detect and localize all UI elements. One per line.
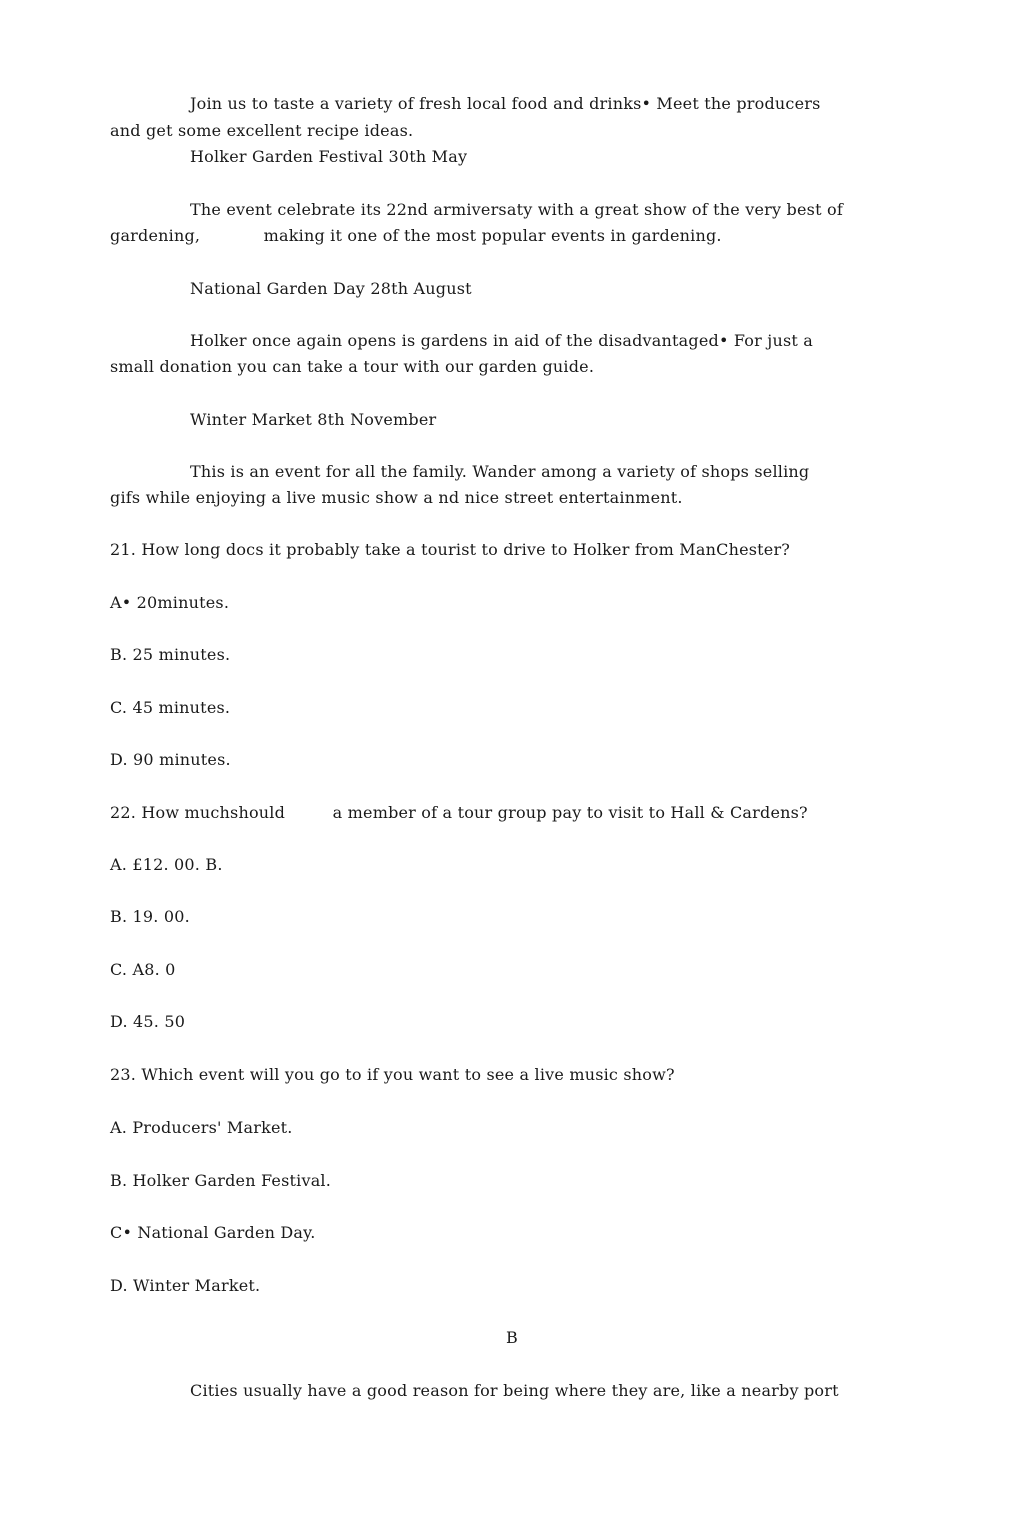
question-21: 21. How long docs it probably take a tourist to drive to Holker from ManChester? [110,540,791,559]
question-23-option-b: B. Holker Garden Festival. [110,1171,332,1190]
paragraph-winter-market-line-1: This is an event for all the family. Wander among a variety of shops selling [190,462,810,481]
question-23-option-c: C• National Garden Day. [110,1223,316,1242]
paragraph-garden-day-line-2: small donation you can take a tour with our garden guide. [110,357,595,376]
event-heading-national-garden-day: National Garden Day 28th August [190,279,472,298]
event-heading-winter-market: Winter Market 8th November [190,410,437,429]
passage-b-line-1: Cities usually have a good reason for being where they are, like a nearby port [190,1381,839,1400]
question-23-option-a: A. Producers' Market. [110,1118,293,1137]
paragraph-producers-line-1: Join us to taste a variety of fresh local food and drinks• Meet the producers [190,94,821,113]
section-heading-b: B [506,1328,518,1347]
question-22-option-c: C. A8. 0 [110,960,176,979]
question-22-option-a: A. £12. 00. B. [110,855,223,874]
question-22-option-d: D. 45. 50 [110,1012,186,1031]
paragraph-festival-line-2: gardening, making it one of the most popular events in gardening. [110,226,722,245]
question-22: 22. How muchshould a member of a tour group pay to visit to Hall & Cardens? [110,803,808,822]
paragraph-festival-line-1: The event celebrate its 22nd armiversaty with a great show of the very best of [190,200,843,219]
question-21-option-b: B. 25 minutes. [110,645,231,664]
question-21-option-d: D. 90 minutes. [110,750,231,769]
paragraph-producers-line-2: and get some excellent recipe ideas. [110,121,414,140]
question-21-option-c: C. 45 minutes. [110,698,231,717]
question-21-option-a: A• 20minutes. [110,593,230,612]
paragraph-garden-day-line-1: Holker once again opens is gardens in aid of the disadvantaged• For just a [190,331,814,350]
event-heading-garden-festival: Holker Garden Festival 30th May [190,147,468,166]
question-22-option-b: B. 19. 00. [110,907,190,926]
question-23-option-d: D. Winter Market. [110,1276,261,1295]
question-23: 23. Which event will you go to if you want to see a live music show? [110,1065,675,1084]
paragraph-winter-market-line-2: gifs while enjoying a live music show a nd nice street entertainment. [110,488,683,507]
